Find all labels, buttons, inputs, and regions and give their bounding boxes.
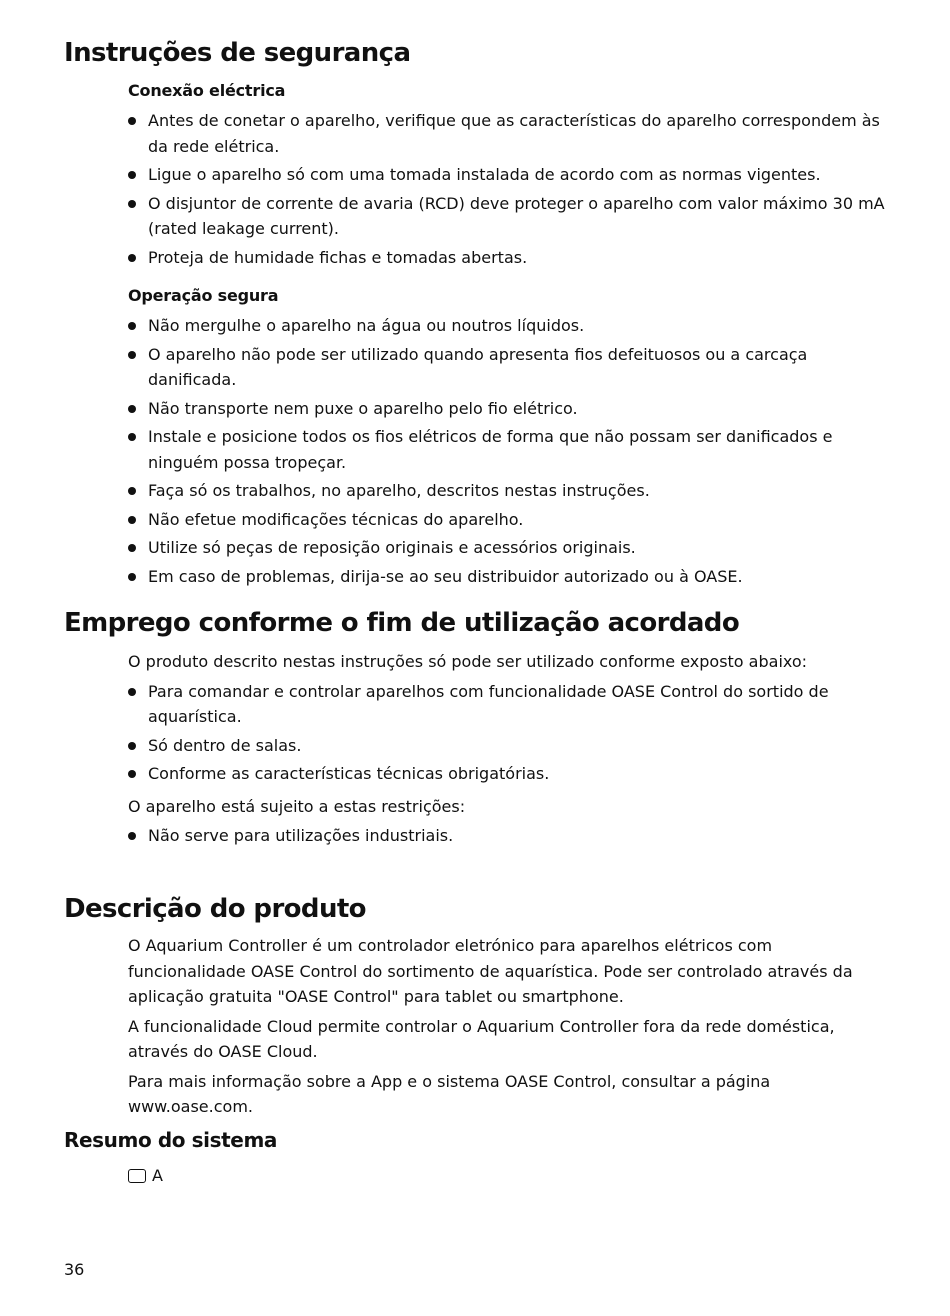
list-item xyxy=(128,823,888,849)
list-item xyxy=(128,679,888,730)
intended-use-intro: O produto descrito nestas instruções só pode ser utilizado conforme exposto abaixo: xyxy=(128,652,808,671)
list-item-text: Não mergulhe o aparelho na água ou noutros líquidos. xyxy=(148,316,585,335)
list-item xyxy=(128,535,888,561)
product-description-title: Descrição do produto xyxy=(64,894,366,924)
bullet-icon xyxy=(128,516,136,524)
list-item-text: Conforme as características técnicas obrigatórias. xyxy=(148,764,550,783)
electrical-list xyxy=(128,108,888,270)
figure-reference-label: A xyxy=(152,1166,163,1185)
bullet-icon xyxy=(128,544,136,552)
bullet-icon xyxy=(128,405,136,413)
list-item xyxy=(128,191,888,242)
list-item-text: Instale e posicione todos os fios elétricos de forma que não possam ser danificados e ninguém possa tropeçar. xyxy=(148,427,833,472)
safe-operation-heading: Operação segura xyxy=(128,286,279,305)
intended-use-block xyxy=(128,649,888,852)
bullet-icon xyxy=(128,322,136,330)
list-item xyxy=(128,761,888,787)
bullet-icon xyxy=(128,832,136,840)
list-item-text: Só dentro de salas. xyxy=(148,735,302,755)
bullet-icon xyxy=(128,200,136,208)
list-item xyxy=(128,507,888,533)
product-description-paragraph: O Aquarium Controller é um controlador eletrónico para aparelhos elétricos com funcionalidade OASE Control do sortimento de aquarística. Pode ser controlado através da aplicação gratuita "OASE Control" para tablet ou smartphone. xyxy=(128,936,853,1006)
list-item xyxy=(128,313,888,339)
list-item-text: Faça só os trabalhos, no aparelho, descritos nestas instruções. xyxy=(148,481,650,500)
list-item-text: Em caso de problemas, dirija-se ao seu distribuidor autorizado ou à OASE. xyxy=(148,566,743,586)
electrical-connection-block xyxy=(128,80,888,273)
figure-reference xyxy=(128,1163,888,1189)
list-item xyxy=(128,424,888,475)
restrictions-intro: O aparelho está sujeito a estas restrições: xyxy=(128,796,466,816)
bullet-icon xyxy=(128,688,136,696)
list-item-text: O aparelho não pode ser utilizado quando apresenta fios defeituosos ou a carcaça danificada. xyxy=(148,344,808,389)
intended-use-list xyxy=(128,679,888,787)
list-item xyxy=(128,564,888,590)
page-number: 36 xyxy=(64,1260,85,1279)
list-item-text: Não transporte nem puxe o aparelho pelo fio elétrico. xyxy=(148,398,578,418)
list-item-text: Proteja de humidade fichas e tomadas abertas. xyxy=(148,247,528,267)
system-overview-title: Resumo do sistema xyxy=(64,1128,277,1152)
list-item xyxy=(128,396,888,422)
bullet-icon xyxy=(128,573,136,581)
list-item xyxy=(128,108,888,159)
restrictions-list xyxy=(128,823,888,849)
product-description-paragraph: Para mais informação sobre a App e o sistema OASE Control, consultar a página www.oase.com. xyxy=(128,1071,771,1116)
bullet-icon xyxy=(128,117,136,125)
operation-list xyxy=(128,313,888,589)
bullet-icon xyxy=(128,351,136,359)
list-item-text: Não serve para utilizações industriais. xyxy=(148,826,454,845)
bullet-icon xyxy=(128,171,136,179)
list-item xyxy=(128,733,888,759)
list-item-text: Para comandar e controlar aparelhos com funcionalidade OASE Control do sortido de aquarística. xyxy=(148,681,829,726)
bullet-icon xyxy=(128,254,136,262)
list-item-text: O disjuntor de corrente de avaria (RCD) deve proteger o aparelho com valor máximo 30 mA (rated leakage current). xyxy=(148,193,885,238)
bullet-icon xyxy=(128,433,136,441)
bullet-icon xyxy=(128,770,136,778)
list-item xyxy=(128,245,888,271)
list-item-text: Não efetue modificações técnicas do aparelho. xyxy=(148,509,524,529)
bullet-icon xyxy=(128,742,136,750)
product-description-block xyxy=(128,933,888,1124)
list-item xyxy=(128,478,888,504)
bullet-icon xyxy=(128,487,136,495)
list-item-text: Antes de conetar o aparelho, verifique que as características do aparelho correspondem às da rede elétrica. xyxy=(148,111,880,156)
safe-operation-block xyxy=(128,285,888,592)
intended-use-title: Emprego conforme o fim de utilização acordado xyxy=(64,608,740,638)
list-item-text: Ligue o aparelho só com uma tomada instalada de acordo com as normas vigentes. xyxy=(148,165,821,184)
safety-title: Instruções de segurança xyxy=(64,38,411,68)
product-description-paragraph: A funcionalidade Cloud permite controlar o Aquarium Controller fora da rede doméstica, através do OASE Cloud. xyxy=(128,1016,835,1061)
list-item-text: Utilize só peças de reposição originais e acessórios originais. xyxy=(148,538,636,557)
list-item xyxy=(128,342,888,393)
list-item xyxy=(128,162,888,188)
figure-icon xyxy=(128,1169,146,1183)
system-overview-block xyxy=(128,1163,888,1189)
electrical-connection-heading: Conexão eléctrica xyxy=(128,81,286,100)
